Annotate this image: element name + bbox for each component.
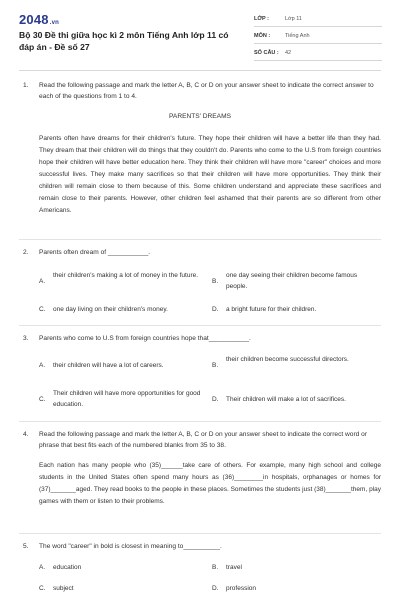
option-letter: C. (39, 585, 46, 592)
option-letter: D. (212, 306, 219, 313)
meta-row-class (254, 13, 382, 27)
passage-title: PARENTS' DREAMS (169, 113, 231, 120)
option-text: one day seeing their children become famous people. (226, 272, 358, 290)
question-divider (19, 533, 381, 534)
option-text: their children's making a lot of money in the future. (53, 272, 199, 279)
option-a[interactable] (39, 361, 209, 373)
question-2-text: Parents often dream of ___________. (39, 249, 151, 256)
question-number: 2. (23, 249, 29, 256)
meta-row-question-count (254, 47, 382, 61)
option-letter: B. (212, 362, 219, 369)
question-divider (19, 239, 381, 240)
option-text: one day living on their children's money. (53, 306, 168, 313)
question-divider (19, 325, 381, 326)
cloze-passage: Each nation has many people who (35)______take care of others. For example, many high school and college students in the United States often spend many hours as (36)________in hospitals, orphanages or homes for (37)_______aged. They read books to the people in these places. Sometimes the students just (38)_______them, play games with them or listen to their problems. (39, 462, 381, 505)
option-text: education (53, 564, 82, 571)
logo-text: 2048 (19, 12, 49, 27)
option-letter: A. (39, 564, 46, 571)
question-4-instruction: Read the following passage and mark the letter A, B, C or D on your answer sheet to indicate the correct word or phrase that best fits each of the numbered blanks from 35 to 38. (39, 431, 368, 450)
option-letter: A. (39, 362, 46, 369)
option-b[interactable] (212, 563, 382, 575)
meta-value: Lớp 11 (285, 16, 302, 22)
option-text: a bright future for their children. (226, 306, 317, 313)
passage-text: Parents often have dreams for their children's future. They hope their children will have a better life than they had. They dream that their children will do things that they couldn't do. Parents who come to the U.S from foreign countries hope their children will have better education here. They think their children will have more "career" choices and more successful lives. They make many sacrifices so that their children will have more opportunities. They think their children will remain close to them because of this. Some children understand and appreciate these sacrifices and remain close to their parents. However, other children feel ashamed that their parents are so different from other Americans. (39, 135, 381, 214)
question-number: 3. (23, 335, 29, 342)
question-1-instruction: Read the following passage and mark the letter A, B, C or D on your answer sheet to indicate the correct answer to each of the questions from 1 to 4. (39, 82, 374, 101)
meta-key: LỚP : (254, 16, 269, 22)
header-divider (19, 70, 381, 71)
option-text: their children will have a lot of careers. (53, 362, 164, 369)
meta-row-subject (254, 30, 382, 44)
exam-title: Bộ 30 Đề thi giữa học kì 2 môn Tiếng Anh lớp 11 có đáp án - Đề số 27 (19, 30, 229, 52)
option-c[interactable] (39, 389, 209, 411)
option-text: Their children will have more opportunities for good education. (53, 390, 201, 408)
question-number: 4. (23, 431, 29, 438)
question-number: 5. (23, 543, 29, 550)
option-text: subject (53, 585, 74, 592)
site-logo[interactable] (19, 12, 59, 27)
option-letter: B. (212, 564, 219, 571)
question-3-text: Parents who come to U.S from foreign countries hope that___________. (39, 335, 251, 342)
option-a[interactable] (39, 563, 209, 575)
meta-key: MÔN : (254, 33, 271, 39)
option-text: travel (226, 564, 242, 571)
meta-value: 42 (285, 50, 292, 56)
meta-value: Tiếng Anh (285, 33, 310, 39)
option-d[interactable] (212, 395, 382, 407)
option-letter: C. (39, 396, 46, 403)
option-d[interactable] (212, 584, 382, 596)
option-letter: A. (39, 278, 46, 285)
question-5-text: The word "career" in bold is closest in meaning to__________. (39, 543, 222, 550)
option-b[interactable] (212, 355, 382, 377)
question-number: 1. (23, 82, 29, 89)
meta-key: SỐ CÂU : (254, 50, 279, 56)
option-text: profession (226, 585, 256, 592)
option-d[interactable] (212, 305, 382, 317)
option-b[interactable] (212, 271, 382, 293)
option-letter: B. (212, 278, 219, 285)
exam-meta (254, 13, 382, 64)
logo-suffix: .vn (49, 20, 60, 26)
option-letter: D. (212, 585, 219, 592)
option-text: their children become successful directors. (226, 356, 349, 363)
option-letter: D. (212, 396, 219, 403)
option-c[interactable] (39, 584, 209, 596)
option-letter: C. (39, 306, 46, 313)
option-a[interactable] (39, 271, 209, 293)
option-c[interactable] (39, 305, 209, 317)
option-text: Their children will make a lot of sacrifices. (226, 396, 346, 403)
question-divider (19, 421, 381, 422)
